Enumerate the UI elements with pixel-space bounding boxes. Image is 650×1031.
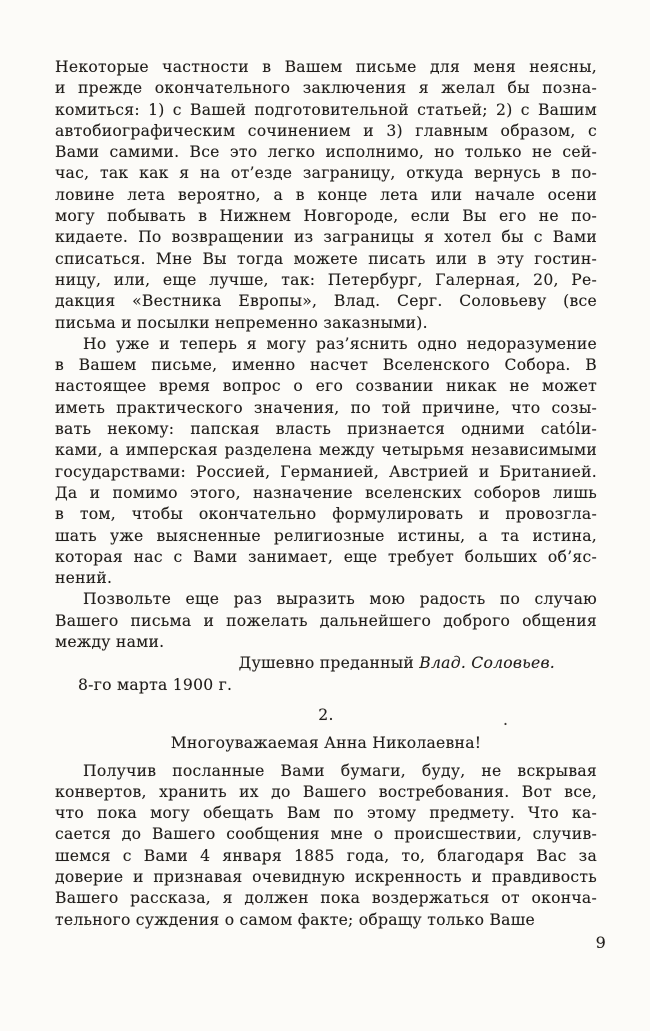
- text-line: Да и помимо этого, назначение вселенских соборов лишь: [55, 483, 597, 502]
- text-line: час, так как я на от’езде заграницу, откуда вернусь в по-: [55, 164, 597, 183]
- ink-artifact-dot: .: [503, 710, 509, 729]
- text-line: Но уже и теперь я могу раз’яснить одно недоразумение: [83, 334, 597, 353]
- paragraph: [55, 334, 597, 590]
- text-line: сается до Вашего сообщения мне о происшествии, случив-: [55, 825, 597, 844]
- section-number: 2. .: [55, 705, 597, 726]
- text-line: которая нас с Вами занимает, еще требует больших об’яс-: [55, 547, 597, 566]
- text-line: в Вашем письме, именно насчет Вселенского Собора. В: [55, 356, 597, 375]
- text-line: Позвольте еще раз выразить мою радость по случаю: [83, 590, 597, 609]
- signature-name: Влад. Соловьев.: [419, 654, 555, 673]
- text-line: кидаете. По возвращении из заграницы я хотел бы с Вами: [55, 228, 597, 247]
- text-line: Вашего рассказа, я должен пока воздержаться от оконча-: [55, 889, 597, 908]
- text-line: Получив посланные Вами бумаги, буду, не вскрывая: [83, 761, 597, 780]
- text-line: Вашего письма и пожелать дальнейшего доброго общения: [55, 611, 597, 630]
- text-line: доверие и признавая очевидную искренность и правдивость: [55, 867, 597, 886]
- text-line: дакция «Вестника Европы», Влад. Серг. Соловьеву (все: [55, 292, 597, 311]
- paragraph: [55, 589, 597, 653]
- paragraph: [55, 761, 597, 931]
- salutation: Многоуважаемая Анна Николаевна!: [170, 734, 482, 753]
- text-line: в том, чтобы окончательно формулировать и провозгла-: [55, 505, 597, 524]
- text-line: вать некому: папская власть признается одними católи-: [55, 420, 597, 439]
- text-line: настоящее время вопрос о его созвании никак не может: [55, 377, 597, 396]
- text-line: Некоторые частности в Вашем письме для меня неясны,: [55, 58, 597, 76]
- text-line: ловине лета вероятно, а в конце лета или начале осени: [55, 185, 597, 204]
- text-line: тельного суждения о самом факте; обращу только Ваше: [55, 910, 535, 929]
- text-line: шать уже выясненные религиозные истины, а та истина,: [55, 526, 597, 545]
- text-line: конвертов, хранить их до Вашего востребования. Вот все,: [55, 782, 597, 801]
- text-line: могу побывать в Нижнем Новгороде, если Вы его не по-: [55, 207, 597, 226]
- text-block: [55, 57, 597, 931]
- text-line: что пока могу обещать Вам по этому предмету. Что ка-: [55, 804, 597, 823]
- text-line: ками, а имперская разделена между четырьмя независимыми: [55, 441, 597, 460]
- text-line: письма и посылки непременно заказными).: [55, 313, 428, 332]
- text-line: списаться. Мне Вы тогда можете писать или в эту гостин-: [55, 249, 597, 268]
- text-line: государствами: Россией, Германией, Австрией и Британией.: [55, 462, 597, 481]
- text-line: и прежде окончательного заключения я желал бы позна-: [55, 79, 597, 98]
- date-line: 8-го марта 1900 г.: [78, 675, 233, 694]
- text-line: ницу, или, еще лучше, так: Петербург, Галерная, 20, Ре-: [55, 270, 597, 289]
- text-line: между нами.: [55, 633, 165, 652]
- text-line: комиться: 1) с Вашей подготовительной статьей; 2) с Вашим: [55, 100, 597, 119]
- paragraph: [55, 57, 597, 334]
- text-line: Вами самими. Все это легко исполнимо, но только не сей-: [55, 143, 597, 162]
- signature-line: [55, 653, 597, 674]
- text-line: иметь практического значения, по той причине, что созы-: [55, 398, 597, 417]
- text-line: автобиографическим сочинением и 3) главным образом, с: [55, 121, 597, 140]
- text-line: шемся с Вами 4 января 1885 года, то, благодаря Вас за: [55, 846, 597, 865]
- text-line: нений.: [55, 569, 113, 588]
- page-number: 9: [595, 933, 606, 952]
- signature-closing: Душевно преданный: [238, 654, 420, 673]
